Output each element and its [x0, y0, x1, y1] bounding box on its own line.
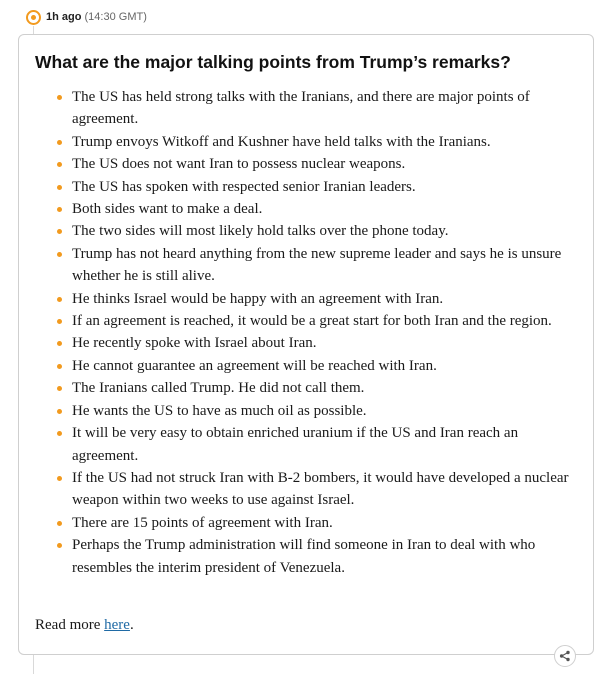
talking-point-text: The US has held strong talks with the Iranians, and there are major points of agreement.	[72, 89, 530, 128]
bullet-icon	[57, 185, 62, 190]
bullet-icon	[57, 476, 62, 481]
talking-point	[72, 131, 582, 153]
read-more	[35, 617, 134, 634]
talking-point	[72, 467, 582, 512]
talking-point-text: Perhaps the Trump administration will find someone in Iran to deal with who resembles the interim president of Venezuela.	[72, 537, 536, 576]
bullet-icon	[57, 341, 62, 346]
time-gmt: (14:30 GMT)	[84, 11, 147, 23]
talking-point-text: The US does not want Iran to possess nuclear weapons.	[72, 156, 406, 173]
bullet-icon	[57, 364, 62, 369]
talking-point	[72, 176, 582, 198]
bullet-icon	[57, 162, 62, 167]
read-more-suffix: .	[129, 617, 134, 633]
post-timestamp	[46, 11, 147, 23]
live-post-card	[18, 34, 594, 655]
bullet-icon	[57, 207, 62, 212]
bullet-icon	[57, 229, 62, 234]
bullet-icon	[57, 252, 62, 257]
talking-point-text: He wants the US to have as much oil as possible.	[72, 402, 367, 419]
talking-point	[72, 288, 582, 310]
talking-point	[72, 243, 582, 288]
talking-point	[72, 355, 582, 377]
talking-point	[72, 198, 582, 220]
talking-point-text: Trump has not heard anything from the new supreme leader and says he is unsure whether he is still alive.	[72, 245, 562, 285]
bullet-icon	[57, 521, 62, 526]
talking-point-text: The US has spoken with respected senior Iranian leaders.	[72, 178, 416, 195]
post-headline: What are the major talking points from Trump’s remarks?	[35, 52, 511, 72]
time-ago: 1h ago	[46, 11, 82, 23]
talking-point-text: There are 15 points of agreement with Iran.	[72, 514, 333, 531]
talking-point	[72, 377, 582, 399]
talking-point-text: If an agreement is reached, it would be a great start for both Iran and the region.	[72, 313, 552, 330]
talking-points-list	[72, 86, 582, 579]
talking-point	[72, 422, 582, 467]
talking-point-text: He cannot guarantee an agreement will be reached with Iran.	[72, 357, 437, 374]
talking-point-text: Trump envoys Witkoff and Kushner have held talks with the Iranians.	[72, 133, 491, 150]
talking-point	[72, 400, 582, 422]
talking-point-text: He recently spoke with Israel about Iran.	[72, 335, 317, 352]
bullet-icon	[57, 95, 62, 100]
bullet-icon	[57, 140, 62, 145]
talking-point-text: Both sides want to make a deal.	[72, 201, 263, 218]
talking-point-text: The Iranians called Trump. He did not call them.	[72, 380, 365, 397]
bullet-icon	[57, 386, 62, 391]
talking-point	[72, 512, 582, 534]
talking-point	[72, 310, 582, 332]
timeline-dot-icon	[26, 10, 41, 25]
talking-point-text: The two sides will most likely hold talks over the phone today.	[72, 223, 449, 240]
talking-point	[72, 534, 582, 579]
bullet-icon	[57, 297, 62, 302]
talking-point-text: If the US had not struck Iran with B-2 bombers, it would have developed a nuclear weapon within two weeks to use against Israel.	[72, 469, 569, 509]
bullet-icon	[57, 409, 62, 414]
talking-point-text: He thinks Israel would be happy with an agreement with Iran.	[72, 290, 444, 307]
talking-point-text: It will be very easy to obtain enriched uranium if the US and Iran reach an agreement.	[72, 425, 519, 464]
bullet-icon	[57, 319, 62, 324]
bullet-icon	[57, 543, 62, 548]
share-icon	[559, 650, 571, 662]
share-button[interactable]	[554, 645, 576, 667]
talking-point	[72, 153, 582, 175]
bullet-icon	[57, 431, 62, 436]
read-more-link[interactable]: here	[104, 617, 130, 633]
talking-point	[72, 332, 582, 354]
talking-point	[72, 220, 582, 242]
read-more-prefix: Read more	[35, 617, 105, 633]
talking-point	[72, 86, 582, 131]
